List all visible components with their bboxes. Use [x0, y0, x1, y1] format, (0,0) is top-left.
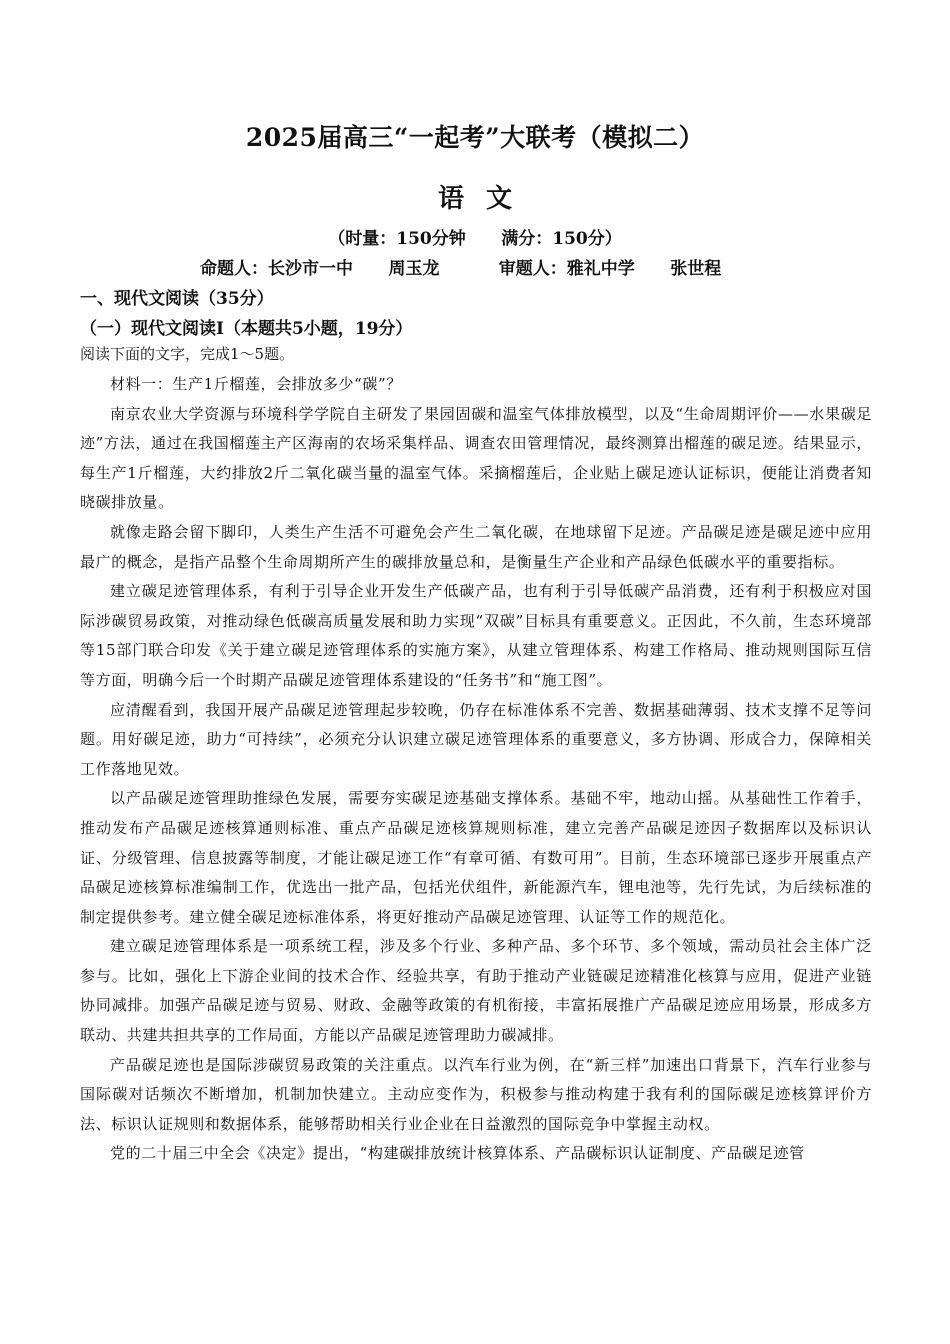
section-subheading: （一）现代文阅读Ⅰ（本题共5小题，19分） — [80, 319, 413, 339]
reading-passage — [80, 370, 872, 1169]
exam-authors — [200, 254, 900, 279]
passage-paragraph: 建立碳足迹管理体系是一项系统工程，涉及多个行业、多种产品、多个环节、多个领域，需动员社会主体广泛参与。比如，强化上下游企业间的技术合作、经验共享，有助于推动产业链碳足迹精准化核算与应用，促进产业链协同减排。加强产品碳足迹与贸易、财政、金融等政策的有机衔接，丰富拓展推广产品碳足迹应用场景，形成多方联动、共建共担共享的工作局面，方能以产品碳足迹管理助力碳减排。 — [80, 937, 872, 1045]
passage-paragraph: 建立碳足迹管理体系，有利于引导企业开发生产低碳产品，也有利于引导低碳产品消费，还有利于积极应对国际涉碳贸易政策，对推动绿色低碳高质量发展和助力实现“双碳”目标具有重要意义。正因此，不久前，生态环境部等15部门联合印发《关于建立碳足迹管理体系的实施方案》，从建立管理体系、构建工作格局、推动规则国际互信等方面，明确今后一个时期产品碳足迹管理体系建设的“任务书”和“施工图”。 — [80, 582, 872, 689]
reading-instruction: 阅读下面的文字，完成1～5题。 — [80, 345, 295, 363]
author-name: 周玉龙 — [388, 259, 440, 279]
passage-paragraph: 党的二十届三中全会《决定》提出，“构建碳排放统计核算体系、产品碳标识认证制度、产品碳足迹管 — [110, 1144, 805, 1163]
subject-title: 语文 — [437, 184, 534, 214]
passage-paragraph: 南京农业大学资源与环境科学学院自主研发了果园固碳和温室气体排放模型，以及“生命周期评价——水果碳足迹”方法，通过在我国榴莲主产区海南的农场采集样品、调查农田管理情况，最终测算出榴莲的碳足迹。结果显示，每生产1斤榴莲，大约排放2斤二氧化碳当量的温室气体。采摘榴莲后，企业贴上碳足迹认证标识，便能让消费者知晓碳排放量。 — [80, 404, 872, 512]
section-heading: 一、现代文阅读（35分） — [80, 289, 274, 309]
passage-paragraph: 应清醒看到，我国开展产品碳足迹管理起步较晚，仍存在标准体系不完善、数据基础薄弱、技术支撑不足等问题。用好碳足迹，助力“可持续”，必须充分认识建立碳足迹管理体系的重要意义，多方协调、形成合力，保障相关工作落地见效。 — [80, 700, 872, 778]
time-label: （时量：150分钟 — [328, 229, 466, 249]
reviewer-name: 张世程 — [670, 259, 722, 279]
passage-paragraph: 材料一：生产1斤榴莲，会排放多少“碳”？ — [110, 375, 402, 393]
reviewer-label: 审题人：雅礼中学 — [498, 259, 635, 279]
passage-paragraph: 以产品碳足迹管理助推绿色发展，需要夯实碳足迹基础支撑体系。基础不牢，地动山摇。从基础性工作着手，推动发布产品碳足迹核算通则标准、重点产品碳足迹核算规则标准，建立完善产品碳足迹因子数据库以及标识认证、分级管理、信息披露等制度，才能让碳足迹工作“有章可循、有数可用”。目前，生态环境部已逐步开展重点产品碳足迹核算标准编制工作，优选出一批产品，包括光伏组件，新能源汽车，锂电池等，先行先试，为后续标准的制定提供参考。建立健全碳足迹标准体系，将更好推动产品碳足迹管理、认证等工作的规范化。 — [80, 789, 872, 926]
passage-paragraph: 产品碳足迹也是国际涉碳贸易政策的关注重点。以汽车行业为例，在“新三样”加速出口背景下，汽车行业参与国际碳对话频次不断增加，机制加快建立。主动应变作为，积极参与推动构建于我有利的国际碳足迹核算评价方法、标识认证规则和数据体系，能够帮助相关行业企业在日益激烈的国际竞争中掌握主动权。 — [80, 1055, 872, 1133]
score-label: 满分：150分） — [501, 229, 622, 249]
exam-title: 2025届高三“一起考”大联考（模拟二） — [245, 123, 705, 152]
passage-paragraph: 就像走路会留下脚印，人类生产生活不可避免会产生二氧化碳，在地球留下足迹。产品碳足迹是碳足迹中应用最广的概念，是指产品整个生命周期所产生的碳排放量总和，是衡量生产企业和产品绿色低碳水平的重要指标。 — [80, 522, 872, 571]
exam-time-score — [0, 224, 950, 249]
author-label: 命题人：长沙市一中 — [200, 259, 353, 279]
